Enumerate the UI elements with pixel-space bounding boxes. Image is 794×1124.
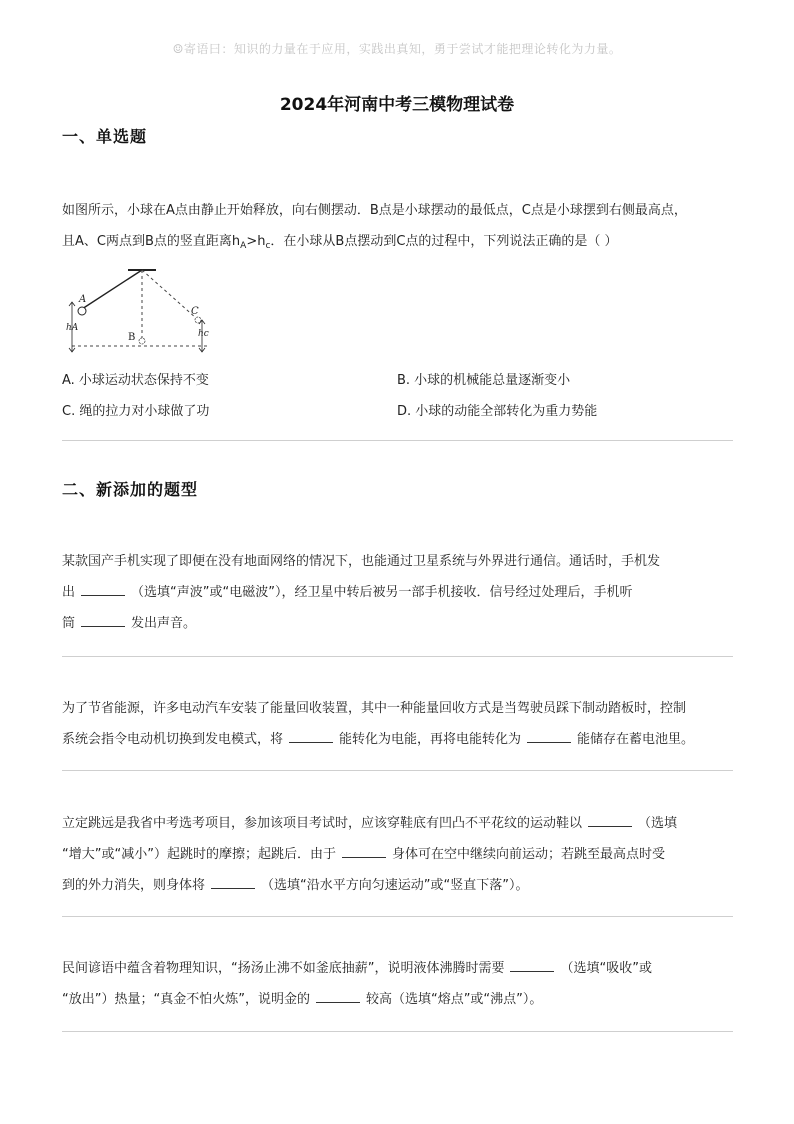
option-d[interactable]: D. 小球的动能全部转化为重力势能: [397, 404, 598, 419]
divider: [62, 440, 733, 441]
question-5-line-1: 民间谚语中蕴含着物理知识，“扬汤止沸不如釜底抽薪”，说明液体沸腾时需要 （选填“吸收”或: [62, 961, 652, 976]
question-1-line-1: 如图所示，小球在A点由静止开始释放，向右侧摆动．B点是小球摆动的最低点，C点是小球摆到右侧最高点，: [62, 203, 687, 218]
subscript-a: A: [240, 241, 247, 251]
option-b[interactable]: B. 小球的机械能总量逐渐变小: [397, 373, 571, 388]
answer-blank[interactable]: [588, 814, 632, 827]
question-1-stem: [62, 195, 742, 262]
divider: [62, 1031, 733, 1032]
answer-blank[interactable]: [289, 730, 333, 743]
question-3-line-1: 为了节省能源，许多电动汽车安装了能量回收装置，其中一种能量回收方式是当驾驶员踩下制动踏板时，控制: [62, 701, 687, 716]
ball-b: [139, 338, 145, 344]
answer-blank[interactable]: [527, 730, 571, 743]
page-title: 2024年河南中考三模物理试卷: [279, 95, 515, 115]
pendulum-string-c: [142, 270, 196, 318]
question-2-stem: [62, 546, 742, 639]
section-heading-single-choice: 一、单选题: [62, 127, 148, 146]
label-ha: hA: [66, 323, 79, 333]
option-c[interactable]: C. 绳的拉力对小球做了功: [62, 404, 210, 419]
question-4-stem: [62, 808, 742, 901]
pendulum-string-a: [82, 270, 142, 309]
divider: [62, 916, 733, 917]
divider: [62, 770, 733, 771]
option-a[interactable]: A. 小球运动状态保持不变: [62, 373, 209, 388]
section-heading-new-types: 二、新添加的题型: [62, 480, 199, 499]
label-b: B: [128, 332, 136, 343]
question-2-line-1: 某款国产手机实现了即便在没有地面网络的情况下，也能通过卫星系统与外界进行通信。通话时，手机发: [62, 554, 661, 569]
question-5-line-2: “放出”）热量；“真金不怕火炼”，说明金的 较高（选填“熔点”或“沸点”）。: [62, 992, 543, 1007]
answer-blank[interactable]: [342, 845, 386, 858]
question-5-stem: [62, 953, 742, 1015]
subscript-c: c: [265, 241, 271, 251]
question-4-line-2: “增大”或“减小”）起跳时的摩擦；起跳后．由于 身体可在空中继续向前运动；若跳至最高点时受: [62, 847, 665, 862]
question-2-line-2: 出 （选填“声波”或“电磁波”），经卫星中转后被另一部手机接收．信号经过处理后，手机听: [62, 585, 633, 600]
label-c: C: [191, 306, 199, 317]
question-2-line-3: 筒 发出声音。: [62, 616, 197, 631]
question-4-line-1: 立定跳远是我省中考选考项目，参加该项目考试时，应该穿鞋底有凹凸不平花纹的运动鞋以 （选填: [62, 816, 678, 831]
label-hc: hc: [198, 329, 209, 339]
answer-blank[interactable]: [316, 990, 360, 1003]
question-1-line-2: 且A、C两点到B点的竖直距离$h_A>h_c$．在小球从B点摆动到C点的过程中，下列说法正确的是（ ）: [62, 234, 618, 251]
pendulum-figure: [62, 262, 222, 358]
divider: [62, 656, 733, 657]
answer-blank[interactable]: [510, 959, 554, 972]
answer-blank[interactable]: [211, 876, 255, 889]
ball-a: [78, 307, 86, 315]
page-motto: ☺寄语曰：知识的力量在于应用，实践出真知，勇于尝试才能把理论转化为力量。: [172, 42, 622, 56]
question-3-stem: [62, 693, 742, 755]
answer-blank[interactable]: [81, 583, 125, 596]
label-a: A: [79, 294, 87, 305]
question-3-line-2: 系统会指令电动机切换到发电模式，将 能转化为电能，再将电能转化为 能储存在蓄电池里。: [62, 732, 695, 747]
question-4-line-3: 到的外力消失，则身体将 （选填“沿水平方向匀速运动”或“竖直下落”）。: [62, 878, 529, 893]
answer-blank[interactable]: [81, 614, 125, 627]
